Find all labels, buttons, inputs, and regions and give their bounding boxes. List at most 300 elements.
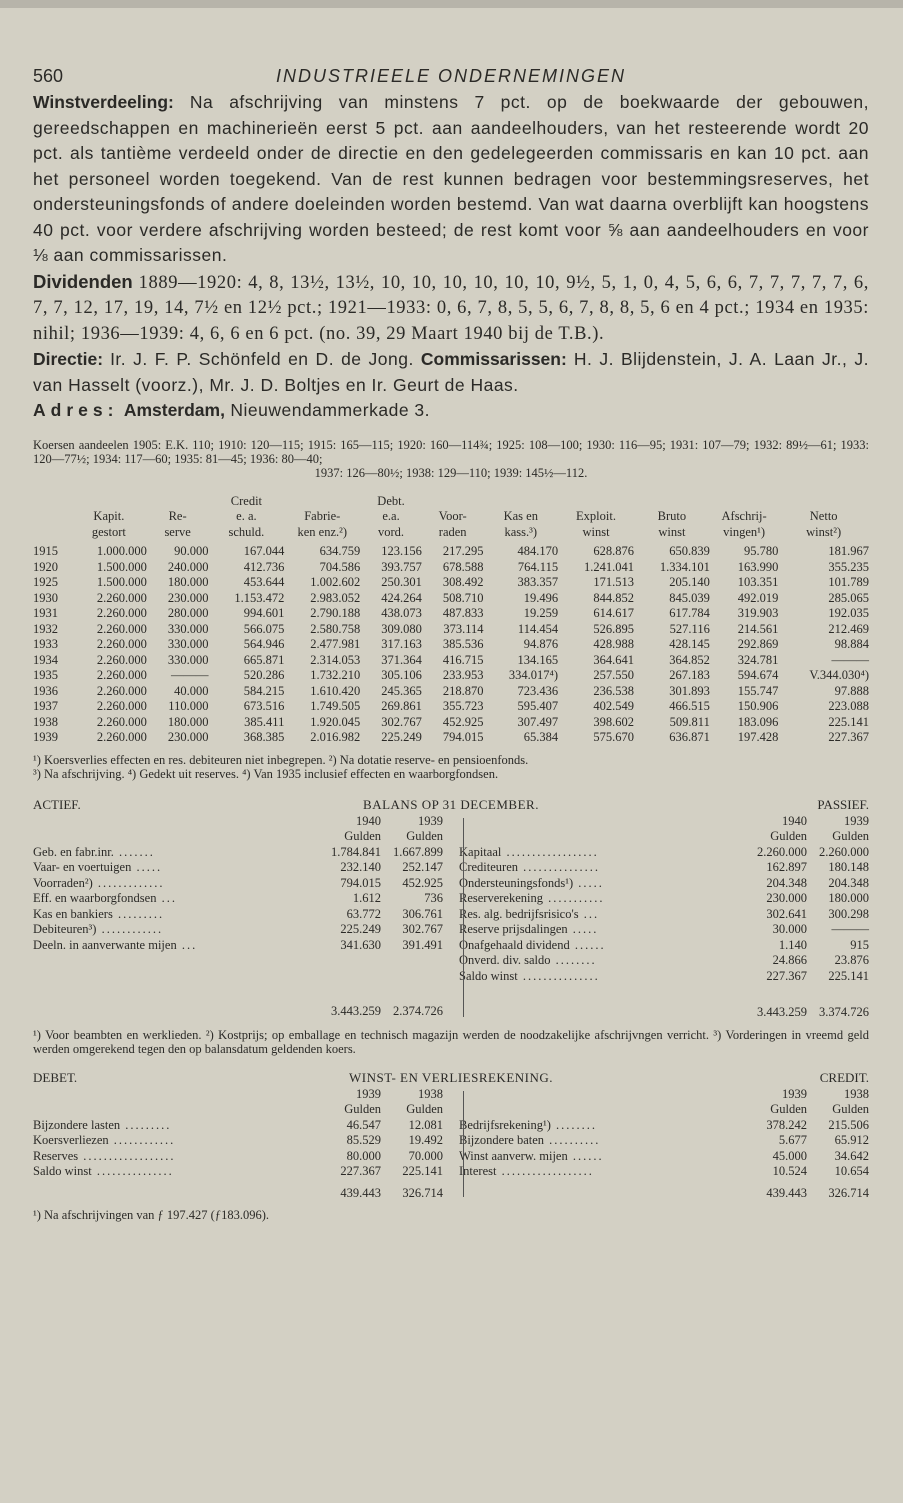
table-cell: 364.852 [669, 652, 710, 667]
ledger-row [459, 1118, 869, 1134]
unit-label: Gulden [344, 829, 381, 843]
unit-label: Gulden [406, 829, 443, 843]
table-cell: 114.454 [517, 621, 559, 636]
table-cell: 2.016.982 [310, 730, 361, 744]
table-cell: 526.895 [593, 621, 634, 636]
debet-table [33, 1087, 443, 1202]
ledger-label [459, 938, 745, 954]
spacer-cell [319, 983, 381, 998]
table-cell: 110.000 [168, 699, 209, 713]
ledger-label [459, 1149, 745, 1165]
table-cell: 2.260.000 [96, 668, 147, 682]
page-number: 560 [33, 66, 64, 86]
column-header [778, 494, 869, 510]
column-header: winst [658, 524, 686, 539]
footnote-line: ³) Na afschrijving. ⁴) Gedekt uit reserves. ⁴) Van 1935 inclusief effecten en waarborgfondsen. [33, 766, 499, 781]
row-year: 1930 [33, 590, 58, 605]
adres-city: Amsterdam, [123, 400, 225, 420]
passief-table [459, 814, 869, 1021]
column-header: raden [438, 524, 467, 539]
spacer-cell [807, 984, 869, 999]
column-header [33, 525, 71, 545]
ledger-row [33, 845, 443, 861]
value-previous: 180.000 [828, 891, 869, 905]
table-cell: 466.515 [669, 699, 710, 713]
value-previous: 2.260.000 [819, 844, 869, 859]
spacer-cell [381, 953, 443, 968]
total-previous: 326.714 [828, 1185, 869, 1200]
table-cell: 368.385 [243, 730, 285, 744]
leader-dots: ......... [112, 906, 165, 921]
table-cell: 520.286 [243, 668, 285, 682]
column-header [33, 509, 71, 525]
table-cell: 65.384 [523, 730, 559, 744]
row-year: 1938 [33, 714, 58, 729]
year-label: 1939 [782, 1086, 807, 1101]
table-cell: 19.496 [523, 590, 559, 605]
row-year: 1932 [33, 621, 58, 636]
total-row [33, 1180, 443, 1202]
table-cell: 245.365 [381, 683, 422, 698]
table-cell: 150.906 [737, 699, 779, 713]
value-current: 378.242 [766, 1117, 807, 1132]
year-header-row [459, 814, 869, 830]
ledger-label [459, 876, 745, 892]
leader-dots: ........... [543, 891, 605, 905]
value-previous: 736 [424, 891, 443, 905]
table-cell: 416.715 [442, 652, 484, 667]
row-year: 1937 [33, 699, 58, 713]
table-row [33, 606, 869, 622]
table-row [33, 622, 869, 638]
table-cell: 2.790.188 [310, 606, 361, 620]
column-header: vord. [378, 524, 405, 539]
table-cell: 225.249 [381, 730, 422, 744]
ledger-row [459, 860, 869, 876]
value-current: 225.249 [340, 922, 381, 936]
item-label: Reserve prijsdalingen [459, 922, 568, 936]
table-cell: 2.477.981 [310, 637, 361, 651]
table-cell: 584.215 [243, 683, 285, 698]
winst-columns [33, 1087, 869, 1202]
table-cell: 301.893 [669, 683, 710, 698]
passief-title: PASSIEF. [817, 796, 869, 812]
unit-header-row [459, 829, 869, 845]
value-previous: 391.491 [402, 937, 443, 952]
credit-table [459, 1087, 869, 1202]
table-cell: 614.617 [593, 606, 634, 620]
balans-heading [33, 797, 869, 814]
table-cell: 398.602 [593, 714, 634, 729]
spacer-cell [33, 1102, 319, 1118]
column-header: gestort [91, 524, 126, 539]
leader-dots: ....... [113, 844, 155, 859]
top-edge-band [0, 0, 903, 8]
ledger-row [33, 1133, 443, 1149]
total-previous: 2.374.726 [393, 1004, 443, 1018]
table-cell: 566.075 [243, 621, 285, 636]
item-label: Crediteuren [459, 860, 519, 874]
ledger-label [459, 1118, 745, 1134]
table-cell: 2.260.000 [96, 637, 147, 651]
leader-dots: ..... [573, 875, 604, 890]
spacer-cell [381, 968, 443, 983]
table-cell: 428.145 [669, 637, 710, 651]
table-cell: 665.871 [243, 652, 285, 667]
table-cell: 97.888 [834, 683, 869, 698]
leader-dots: ........ [550, 953, 597, 967]
table-cell: 2.260.000 [96, 714, 147, 729]
value-current: 232.140 [340, 860, 381, 874]
leader-dots: ...... [569, 937, 606, 952]
item-label: Saldo winst [459, 968, 518, 983]
column-header [483, 494, 558, 510]
table-header-row [33, 525, 869, 545]
table-cell: 167.044 [243, 544, 285, 558]
table-row [33, 668, 869, 684]
value-previous: 252.147 [402, 860, 443, 874]
column-header: serve [164, 524, 191, 539]
winstverdeeling-text: Na afschrijving van minstens 7 pct. op de boekwaarde der gebouwen, gereedschappen en machinerieën eerst 5 pct. aan aandeelhouders, van het resteerende wordt 20 pct. als tantième verdeeld onder de directie en den gedelegeerden commissaris en kan 10 pct. aan het personeel worden toegekend. Van de rest kunnen bedragen voor bestemmingsreserves, het ondersteuningsfonds of andere doeleinden worden bestemd. Van wat daarna overblijft kan hoogstens 40 pct. voor verdere afschrijving worden besteed; de rest komt voor ⅝ aan aandeelhouders en voor ⅛ aan commissarissen. [33, 92, 869, 265]
year-header-row [459, 1087, 869, 1103]
value-previous: 225.141 [828, 968, 869, 983]
table-cell: 2.260.000 [96, 590, 147, 605]
table-cell: 385.411 [244, 714, 285, 729]
table-cell: 94.876 [523, 637, 559, 651]
table-cell: 355.235 [828, 559, 869, 574]
ledger-label [33, 845, 319, 861]
ledger-label [33, 1149, 319, 1165]
value-current: 1.784.841 [331, 844, 381, 859]
table-cell: 844.852 [593, 590, 634, 605]
value-previous: 204.348 [828, 875, 869, 890]
item-label: Bijzondere lasten [33, 1117, 121, 1132]
item-label: Bedrijfsrekening¹) [459, 1117, 551, 1132]
column-header: Kapit. [93, 509, 125, 523]
total-current: 3.443.259 [331, 1004, 381, 1018]
spacer-cell [459, 999, 745, 1021]
table-cell: 285.065 [828, 590, 869, 605]
leader-dots: ...... [567, 1148, 604, 1163]
table-row [33, 591, 869, 607]
table-cell: 324.781 [737, 652, 779, 667]
table-cell: 307.497 [517, 714, 559, 729]
column-header: kass.³) [504, 524, 538, 539]
column-header: winst²) [806, 524, 842, 539]
ledger-row [33, 1164, 443, 1180]
ledger-row [459, 1164, 869, 1180]
table-cell: 355.723 [442, 699, 484, 713]
column-header: Afschrij- [721, 509, 767, 523]
item-label: Saldo winst [33, 1164, 92, 1178]
table-cell: 764.115 [517, 559, 559, 574]
table-cell: 236.538 [593, 683, 634, 698]
item-label: Bijzondere baten [459, 1133, 545, 1147]
value-current: 341.630 [340, 937, 381, 952]
total-previous: 3.374.726 [819, 1005, 869, 1019]
year-header-row [33, 1087, 443, 1103]
ledger-row [459, 1133, 869, 1149]
leader-dots: .................. [501, 844, 599, 859]
table-row [33, 560, 869, 576]
ledger-label [459, 953, 745, 969]
value-current: 162.897 [766, 860, 807, 874]
table-cell: 412.736 [243, 559, 285, 574]
year-label: 1938 [418, 1086, 443, 1101]
table-cell: 98.884 [834, 637, 869, 651]
column-header [71, 494, 147, 510]
value-previous: 215.506 [828, 1117, 869, 1132]
spacer-row [459, 984, 869, 999]
table-cell: 95.780 [743, 544, 779, 558]
unit-label: Gulden [770, 829, 807, 843]
table-row [33, 715, 869, 731]
table-cell: 317.163 [381, 637, 422, 651]
column-header: Debt. [377, 493, 405, 508]
koersen-line-2: 1937: 126—80½; 1938: 129—110; 1939: 145½—112. [314, 465, 588, 480]
table-cell: 2.260.000 [96, 730, 147, 744]
table-cell: 90.000 [174, 544, 209, 558]
ledger-row [33, 922, 443, 938]
unit-header-row [459, 1102, 869, 1118]
spacer-cell [459, 1102, 745, 1118]
table-cell: 292.869 [737, 637, 779, 651]
table-cell: 527.116 [669, 621, 710, 636]
table-cell: 2.580.758 [310, 621, 361, 636]
spacer-cell [381, 983, 443, 998]
ledger-row [33, 876, 443, 892]
table-cell: 197.428 [737, 730, 779, 744]
table-cell: 617.784 [669, 606, 710, 620]
table-cell: 171.513 [593, 575, 634, 589]
item-label: Winst aanverw. mijen [459, 1148, 568, 1163]
ledger-label [33, 1164, 319, 1180]
row-year: 1925 [33, 575, 58, 589]
leader-dots: ........ [550, 1117, 598, 1132]
ledger-label [33, 891, 319, 907]
table-cell: 230.000 [167, 590, 209, 605]
item-label: Koersverliezen [33, 1133, 109, 1147]
spacer-cell [745, 984, 807, 999]
running-title: INDUSTRIEELE ONDERNEMINGEN [275, 66, 627, 86]
unit-label: Gulden [832, 1102, 869, 1116]
value-current: 30.000 [772, 922, 807, 936]
table-cell: 508.710 [442, 590, 484, 605]
table-cell: 218.870 [442, 683, 484, 698]
ledger-row [459, 876, 869, 892]
table-cell: 373.114 [443, 621, 484, 636]
footnote-line: ¹) Koersverlies effecten en res. debiteuren niet inbegrepen. ²) Na dotatie reserve- en pensioenfonds. [33, 752, 529, 767]
ledger-label [33, 922, 319, 938]
actief-table [33, 814, 443, 1020]
table-cell: 163.990 [737, 559, 779, 574]
table-cell: 180.000 [167, 714, 209, 729]
value-current: 63.772 [346, 906, 381, 921]
table-cell: 212.469 [828, 621, 869, 636]
column-header [558, 494, 634, 510]
row-year: 1933 [33, 637, 58, 651]
column-header: Voor- [438, 509, 467, 523]
table-cell: 2.260.000 [96, 699, 147, 713]
table-cell: 123.156 [381, 544, 422, 558]
directie-text: Ir. J. F. P. Schönfeld en D. de Jong. [110, 349, 414, 369]
table-cell: 383.357 [517, 575, 559, 589]
column-header: Bruto [657, 509, 687, 523]
table-cell: 19.259 [523, 606, 559, 620]
item-label: Deeln. in aanverwante mijen [33, 937, 177, 952]
financial-history-table [33, 494, 869, 746]
table-cell: 673.516 [243, 699, 285, 713]
value-previous: ——— [831, 922, 869, 936]
koersen-aandeelen [33, 438, 869, 480]
table-cell: 280.000 [167, 606, 209, 620]
adres-street: Nieuwendammerkade 3. [230, 400, 431, 420]
year-label: 1939 [356, 1086, 381, 1101]
table-cell: 371.364 [381, 652, 422, 667]
total-row [459, 1180, 869, 1202]
year-label: 1940 [782, 813, 807, 828]
dividenden-text: 1889—1920: 4, 8, 13½, 13½, 10, 10, 10, 10, 10, 10, 9½, 5, 1, 0, 4, 5, 6, 6, 7, 7, 7, 7, 7, 6, 7, 7, 12, 17, 19, 14, 7½ en 12½ pct.; 1921—1933: 0, 6, 7, 8, 5, 5, 6, 7, 8, 8, 5, 6 en 4 pct.; 1934 en 1935: nihil; 1936—1939: 4, 6, 6 en 6 pct. (no. 39, 29 Maart 1940 bij de T.B.). [33, 272, 869, 344]
table-cell: 1.002.602 [310, 575, 361, 589]
table-cell: 227.367 [828, 730, 869, 744]
table-cell: 205.140 [669, 575, 710, 589]
commissarissen-label: Commissarissen: [420, 349, 567, 369]
ledger-row [33, 938, 443, 954]
ledger-row [459, 1149, 869, 1165]
item-label: Geb. en fabr.inr. [33, 844, 114, 859]
table-cell: 155.747 [737, 683, 779, 698]
table-cell: 1.732.210 [310, 668, 361, 682]
table-cell: 1.500.000 [96, 575, 147, 589]
ledger-row [33, 860, 443, 876]
ledger-label [459, 1133, 745, 1149]
commissarissen-text: H. J. Blijdenstein, J. A. Laan Jr., J. van Hasselt (voorz.), Mr. J. D. Boltjes en Ir. Geurt de Haas. [33, 349, 869, 395]
table-cell: 678.588 [442, 559, 484, 574]
spacer-cell [33, 983, 319, 998]
table-cell: 994.601 [243, 606, 285, 620]
value-previous: 19.492 [408, 1133, 443, 1147]
table-cell: 487.833 [442, 606, 484, 620]
row-year: 1934 [33, 652, 58, 667]
table-cell: 845.039 [669, 590, 710, 605]
table-cell: 309.080 [381, 621, 422, 636]
value-previous: 302.767 [402, 922, 443, 936]
item-label: Onverd. div. saldo [459, 953, 551, 967]
table-cell: 424.264 [381, 590, 422, 605]
adres-label: Adres: [33, 400, 119, 420]
value-current: 204.348 [766, 875, 807, 890]
value-previous: 12.081 [408, 1117, 443, 1132]
table-cell: 180.000 [167, 575, 209, 589]
column-header [33, 494, 71, 510]
year-label: 1939 [844, 813, 869, 828]
table-cell: 2.314.053 [310, 652, 361, 667]
adres-paragraph [33, 398, 869, 424]
table-cell: 453.644 [243, 575, 285, 589]
table-cell: 636.871 [669, 730, 710, 744]
unit-header-row [33, 829, 443, 845]
table-cell: 594.674 [737, 668, 779, 682]
passief-side [459, 814, 869, 1021]
table-cell: ——— [170, 668, 209, 682]
unit-label: Gulden [344, 1102, 381, 1116]
year-header-row [33, 814, 443, 830]
item-label: Res. alg. bedrijfsrisico's [459, 906, 579, 921]
winst-heading [33, 1070, 869, 1087]
table-cell: 650.839 [669, 544, 710, 558]
table-cell: 330.000 [167, 621, 209, 636]
leader-dots: .................. [78, 1148, 176, 1163]
leader-dots: .......... [544, 1133, 601, 1147]
item-label: Debiteuren³) [33, 922, 97, 936]
value-current: 24.866 [772, 953, 807, 967]
table-cell: 2.260.000 [96, 652, 147, 667]
value-current: 5.677 [778, 1133, 807, 1147]
table-cell: 492.019 [737, 590, 779, 605]
table-cell: 302.767 [381, 714, 422, 729]
value-previous: 180.148 [828, 860, 869, 874]
table-cell: 509.811 [669, 714, 710, 729]
value-current: 45.000 [772, 1148, 807, 1163]
column-header: winst [582, 524, 610, 539]
ledger-label [33, 876, 319, 892]
directie-paragraph [33, 347, 869, 398]
page-header [33, 60, 869, 90]
table-cell: 2.260.000 [96, 606, 147, 620]
spacer-row [33, 983, 443, 998]
ledger-label [459, 860, 745, 876]
spacer-cell [33, 829, 319, 845]
ledger-label [33, 938, 319, 954]
balans-footnote: ¹) Voor beambten en werklieden. ²) Kostprijs; op emballage en technisch magazijn werden de noodzakelijke afschrijvngen verricht. ³) Vorderingen in vreemd geld werden omgerekend tegen den op balansdatum geldenden koers. [33, 1027, 869, 1056]
value-current: 46.547 [346, 1117, 381, 1132]
spacer-cell [459, 984, 745, 999]
credit-title: CREDIT. [819, 1069, 869, 1085]
total-row [33, 998, 443, 1020]
item-label: Interest [459, 1164, 497, 1178]
spacer-cell [33, 968, 319, 983]
unit-label: Gulden [406, 1102, 443, 1116]
item-label: Onafgehaald dividend [459, 937, 570, 952]
table-cell: 575.670 [593, 730, 634, 744]
column-header: schuld. [228, 524, 265, 539]
dividenden-paragraph [33, 269, 869, 348]
value-current: 85.529 [346, 1133, 381, 1147]
table-cell: ——— [831, 652, 869, 667]
row-year: 1931 [33, 606, 58, 620]
table-row [33, 730, 869, 746]
table-cell: 428.988 [593, 637, 634, 651]
table-cell: 330.000 [167, 652, 209, 667]
item-label: Eff. en waarborgfondsen [33, 891, 157, 905]
unit-header-row [33, 1102, 443, 1118]
item-label: Voorraden²) [33, 875, 93, 890]
value-previous: 915 [850, 937, 869, 952]
value-current: 227.367 [766, 968, 807, 983]
leader-dots: ............. [92, 875, 165, 890]
table-cell: 308.492 [442, 575, 484, 589]
spacer-cell [33, 1180, 319, 1202]
total-row [459, 999, 869, 1021]
ledger-label [459, 907, 745, 923]
table-cell: 1.610.420 [310, 683, 361, 698]
item-label: Ondersteuningsfonds¹) [459, 875, 574, 890]
item-label: Kas en bankiers [33, 906, 113, 921]
ledger-label [459, 969, 745, 985]
ledger-label [33, 1133, 319, 1149]
page [33, 60, 869, 1222]
item-label: Reserves [33, 1148, 79, 1163]
